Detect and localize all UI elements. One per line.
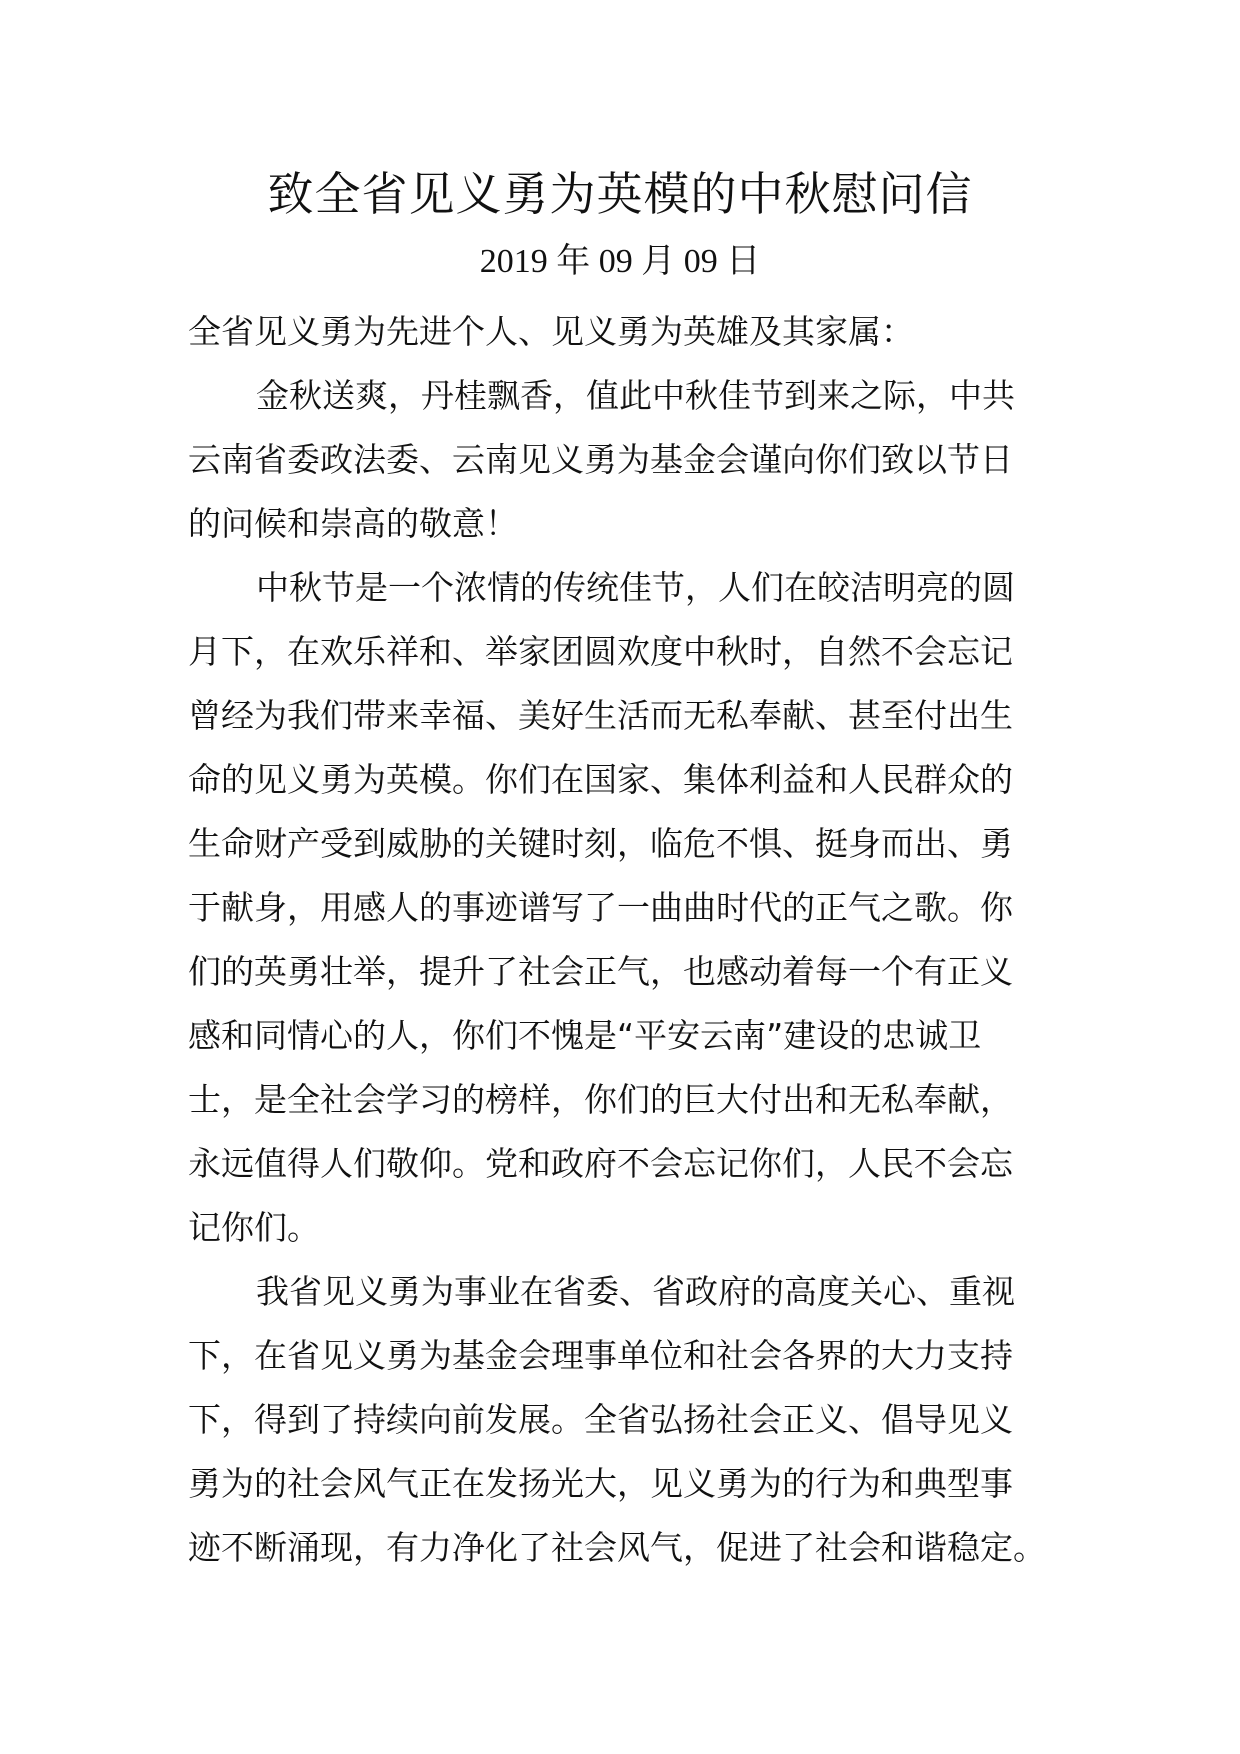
paragraph-line: 中秋节是一个浓情的传统佳节，人们在皎洁明亮的圆 — [256, 568, 1015, 607]
letter-date: 2019 年 09 月 09 日 — [479, 243, 761, 280]
paragraph-line: 勇为的社会风气正在发扬光大，见义勇为的行为和典型事 — [188, 1464, 1013, 1503]
paragraph-line: 们的英勇壮举，提升了社会正气，也感动着每一个有正义 — [188, 952, 1013, 991]
paragraph-line: 迹不断涌现，有力净化了社会风气，促进了社会和谐稳定。 — [188, 1528, 1046, 1567]
paragraph-line: 命的见义勇为英模。你们在国家、集体利益和人民群众的 — [188, 760, 1013, 799]
paragraph-line: 士，是全社会学习的榜样，你们的巨大付出和无私奉献， — [188, 1080, 1013, 1119]
letter-title: 致全省见义勇为英模的中秋慰问信 — [267, 167, 973, 221]
paragraph-line: 下，得到了持续向前发展。全省弘扬社会正义、倡导见义 — [188, 1400, 1013, 1439]
paragraph-line: 金秋送爽，丹桂飘香，值此中秋佳节到来之际，中共 — [256, 376, 1015, 415]
paragraph-line: 下，在省见义勇为基金会理事单位和社会各界的大力支持 — [188, 1336, 1013, 1375]
paragraph-line: 月下，在欢乐祥和、举家团圆欢度中秋时，自然不会忘记 — [188, 632, 1013, 671]
paragraph-1 — [188, 364, 1058, 556]
salutation: 全省见义勇为先进个人、见义勇为英雄及其家属： — [188, 312, 914, 351]
letter-body — [188, 300, 1058, 1580]
paragraph-2 — [188, 556, 1058, 1260]
paragraph-line: 我省见义勇为事业在省委、省政府的高度关心、重视 — [256, 1272, 1015, 1311]
paragraph-3 — [188, 1260, 1058, 1580]
paragraph-line: 感和同情心的人，你们不愧是“平安云南”建设的忠诚卫 — [188, 1016, 982, 1055]
paragraph-line: 记你们。 — [188, 1208, 320, 1247]
paragraph-line: 永远值得人们敬仰。党和政府不会忘记你们，人民不会忘 — [188, 1144, 1013, 1183]
paragraph-line: 的问候和崇高的敬意！ — [188, 504, 518, 543]
paragraph-line: 生命财产受到威胁的关键时刻，临危不惧、挺身而出、勇 — [188, 824, 1013, 863]
paragraph-line: 曾经为我们带来幸福、美好生活而无私奉献、甚至付出生 — [188, 696, 1013, 735]
paragraph-line: 于献身，用感人的事迹谱写了一曲曲时代的正气之歌。你 — [188, 888, 1013, 927]
paragraph-line: 云南省委政法委、云南见义勇为基金会谨向你们致以节日 — [188, 440, 1013, 479]
